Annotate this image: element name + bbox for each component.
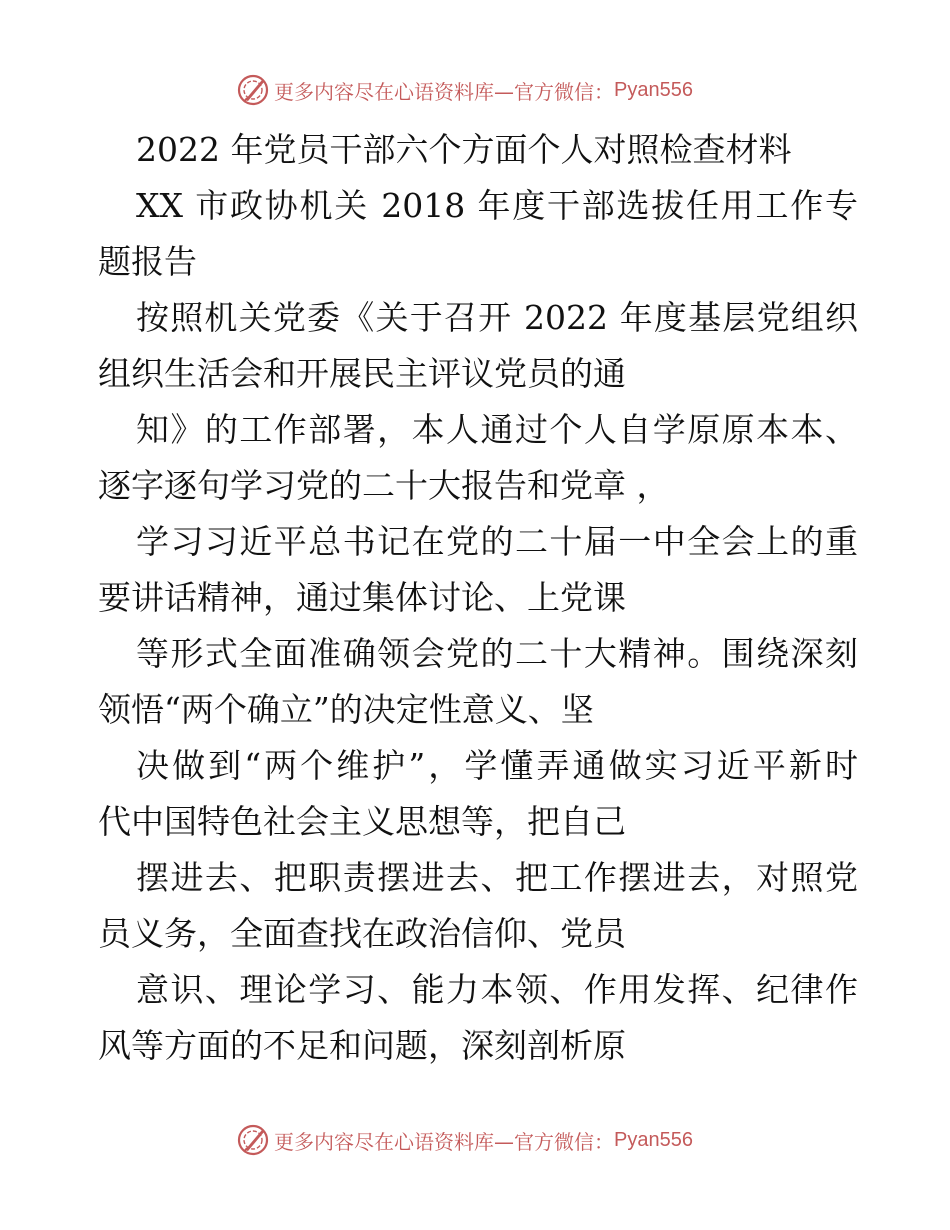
paragraph-line: 知》的工作部署，本人通过个人自学原原本本、 [136,410,858,449]
quill-seal-icon [236,73,270,107]
document-subtitle-line: XX 市政协机关 2018 年度干部选拔任用工作专 [136,186,858,225]
footer-watermark [236,1122,693,1158]
paragraph-line: 组织生活会和开展民主评议党员的通 [98,354,626,393]
document-title: 2022 年党员干部六个方面个人对照检查材料 [136,130,792,169]
paragraph-line: 摆进去、把职责摆进去、把工作摆进去，对照党 [136,858,858,897]
paragraph-line: 代中国特色社会主义思想等，把自己 [98,802,626,841]
paragraph-line: 决做到“两个维护”，学懂弄通做实习近平新时 [136,746,858,785]
paragraph-line: 逐字逐句学习党的二十大报告和党章 ， [98,466,670,505]
paragraph-line: 学习习近平总书记在党的二十届一中全会上的重 [136,522,858,561]
document-body [98,122,858,1074]
paragraph-line: 要讲话精神，通过集体讨论、上党课 [98,578,626,617]
paragraph-line: 风等方面的不足和问题，深刻剖析原 [98,1026,626,1065]
watermark-text: 更多内容尽在心语资料库—官方微信： [274,79,614,104]
watermark-text: 更多内容尽在心语资料库—官方微信： [274,1129,614,1154]
paragraph-line: 领悟“两个确立”的决定性意义、坚 [98,690,594,729]
document-subtitle-line: 题报告 [98,242,197,281]
watermark-account: Pyan556 [614,78,693,101]
paragraph-line: 按照机关党委《关于召开 2022 年度基层党组织 [136,298,858,337]
header-watermark [236,72,693,108]
quill-seal-icon [236,1123,270,1157]
paragraph-line: 员义务，全面查找在政治信仰、党员 [98,914,626,953]
watermark-account: Pyan556 [614,1128,693,1151]
paragraph-line: 等形式全面准确领会党的二十大精神。围绕深刻 [136,634,858,673]
paragraph-line: 意识、理论学习、能力本领、作用发挥、纪律作 [136,970,858,1009]
